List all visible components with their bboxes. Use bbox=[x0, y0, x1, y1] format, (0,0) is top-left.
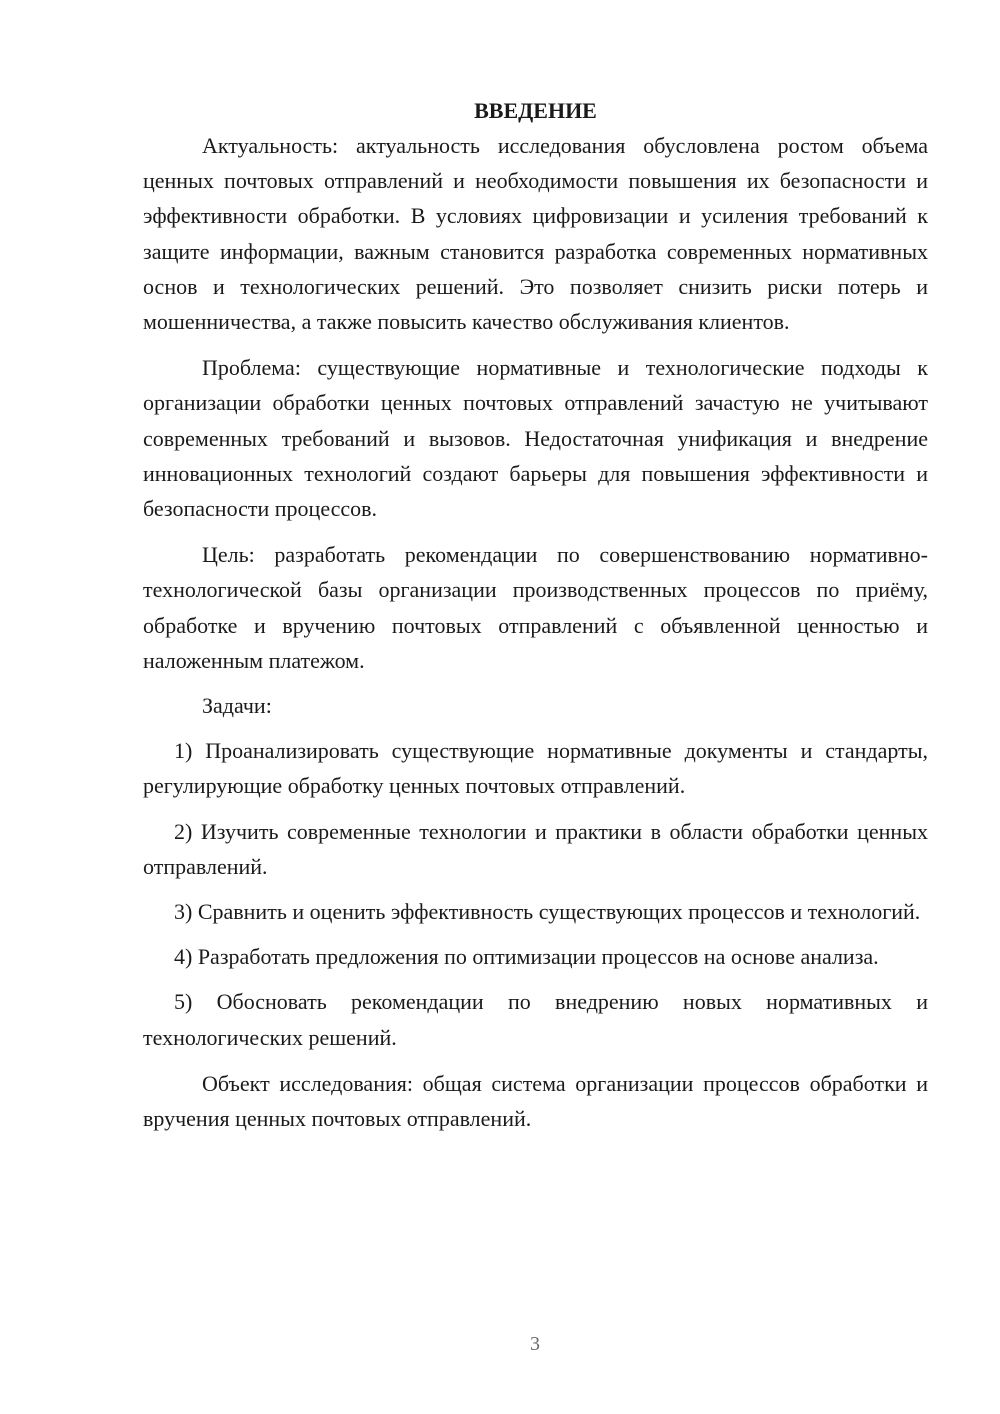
tasks-label: Задачи: bbox=[202, 693, 272, 719]
task-item: 5) Обосновать рекомендации по внедрению новых нормативных и технологических решений. bbox=[143, 989, 928, 1050]
task-item: 4) Разработать предложения по оптимизации процессов на основе анализа. bbox=[174, 944, 879, 970]
section-title: ВВЕДЕНИЕ bbox=[474, 98, 597, 123]
task-item: 1) Проанализировать существующие нормативные документы и стандарты, регулирующие обработку ценных почтовых отправлений. bbox=[143, 738, 928, 799]
task-item: 3) Сравнить и оценить эффективность существующих процессов и технологий. bbox=[174, 899, 921, 925]
problem-paragraph: Проблема: существующие нормативные и технологические подходы к организации обработки ценных почтовых отправлений зачастую не учитывают современных требований и вызовов. Недостаточная унификация и внедрение инновационных технологий создают барьеры для повышения эффективности и безопасности процессов. bbox=[143, 355, 928, 522]
page-number: 3 bbox=[530, 1333, 540, 1355]
relevance-paragraph: Актуальность: актуальность исследования обусловлена ростом объема ценных почтовых отправлений и необходимости повышения их безопасности и эффективности обработки. В условиях цифровизации и усиления требований к защите информации, важным становится разработка современных нормативных основ и технологических решений. Это позволяет снизить риски потерь и мошенничества, а также повысить качество обслуживания клиентов. bbox=[143, 133, 928, 335]
goal-paragraph: Цель: разработать рекомендации по совершенствованию нормативно-технологической базы организации производственных процессов по приёму, обработке и вручению почтовых отправлений с объявленной ценностью и наложенным платежом. bbox=[143, 542, 928, 673]
object-paragraph: Объект исследования: общая система организации процессов обработки и вручения ценных почтовых отправлений. bbox=[143, 1070, 928, 1132]
document-page bbox=[143, 96, 928, 1136]
task-item: 2) Изучить современные технологии и практики в области обработки ценных отправлений. bbox=[143, 818, 928, 879]
